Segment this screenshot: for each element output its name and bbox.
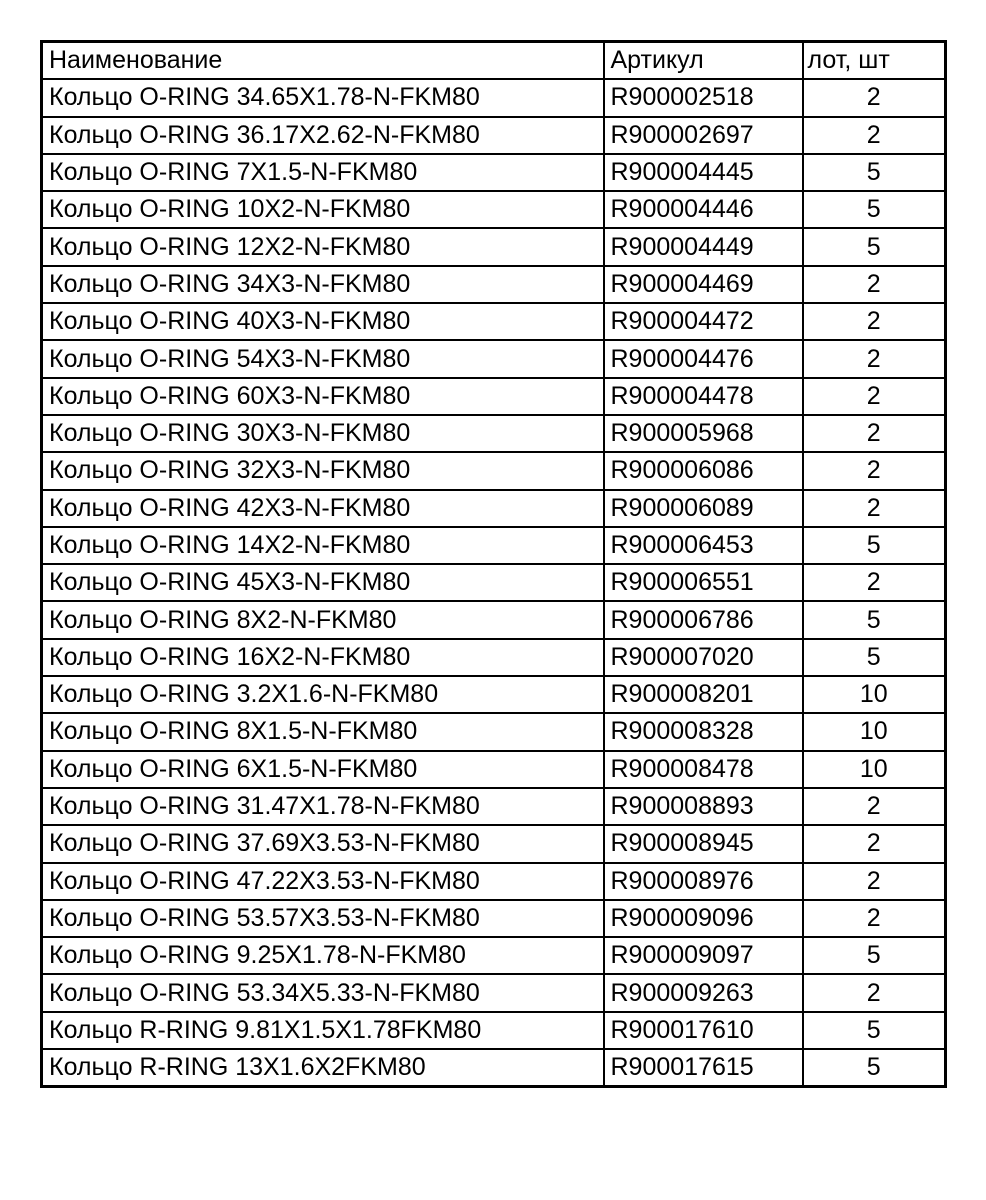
cell-article: R900002518 bbox=[604, 79, 803, 116]
table-row bbox=[42, 900, 946, 937]
table-row bbox=[42, 564, 946, 601]
table-row bbox=[42, 974, 946, 1011]
cell-name: Кольцо O-RING 54X3-N-FKM80 bbox=[42, 340, 604, 377]
cell-qty: 2 bbox=[803, 788, 946, 825]
cell-qty: 2 bbox=[803, 79, 946, 116]
cell-article: R900002697 bbox=[604, 117, 803, 154]
cell-name: Кольцо O-RING 40X3-N-FKM80 bbox=[42, 303, 604, 340]
cell-article: R900004476 bbox=[604, 340, 803, 377]
cell-article: R900009096 bbox=[604, 900, 803, 937]
cell-qty: 2 bbox=[803, 974, 946, 1011]
cell-qty: 2 bbox=[803, 266, 946, 303]
table-row bbox=[42, 117, 946, 154]
cell-qty: 5 bbox=[803, 228, 946, 265]
table-row bbox=[42, 266, 946, 303]
cell-name: Кольцо O-RING 45X3-N-FKM80 bbox=[42, 564, 604, 601]
table-body bbox=[42, 79, 946, 1087]
cell-qty: 5 bbox=[803, 154, 946, 191]
cell-qty: 2 bbox=[803, 415, 946, 452]
header-name: Наименование bbox=[42, 42, 604, 80]
table-row bbox=[42, 937, 946, 974]
cell-name: Кольцо O-RING 36.17X2.62-N-FKM80 bbox=[42, 117, 604, 154]
cell-article: R900004446 bbox=[604, 191, 803, 228]
cell-qty: 10 bbox=[803, 751, 946, 788]
cell-name: Кольцо O-RING 30X3-N-FKM80 bbox=[42, 415, 604, 452]
cell-name: Кольцо O-RING 31.47X1.78-N-FKM80 bbox=[42, 788, 604, 825]
cell-name: Кольцо O-RING 8X2-N-FKM80 bbox=[42, 601, 604, 638]
cell-article: R900017610 bbox=[604, 1012, 803, 1049]
cell-name: Кольцо O-RING 8X1.5-N-FKM80 bbox=[42, 713, 604, 750]
cell-article: R900004478 bbox=[604, 378, 803, 415]
cell-qty: 5 bbox=[803, 191, 946, 228]
cell-name: Кольцо O-RING 9.25X1.78-N-FKM80 bbox=[42, 937, 604, 974]
table-row bbox=[42, 1049, 946, 1087]
cell-qty: 5 bbox=[803, 937, 946, 974]
cell-qty: 5 bbox=[803, 527, 946, 564]
header-row bbox=[42, 42, 946, 80]
cell-name: Кольцо O-RING 10X2-N-FKM80 bbox=[42, 191, 604, 228]
cell-article: R900008976 bbox=[604, 863, 803, 900]
cell-qty: 10 bbox=[803, 676, 946, 713]
header-qty: лот, шт bbox=[803, 42, 946, 80]
table-row bbox=[42, 751, 946, 788]
header-article: Артикул bbox=[604, 42, 803, 80]
cell-name: Кольцо R-RING 9.81X1.5X1.78FKM80 bbox=[42, 1012, 604, 1049]
cell-article: R900007020 bbox=[604, 639, 803, 676]
cell-qty: 2 bbox=[803, 490, 946, 527]
cell-qty: 2 bbox=[803, 340, 946, 377]
cell-article: R900004449 bbox=[604, 228, 803, 265]
table-row bbox=[42, 378, 946, 415]
cell-qty: 2 bbox=[803, 825, 946, 862]
cell-name: Кольцо O-RING 47.22X3.53-N-FKM80 bbox=[42, 863, 604, 900]
cell-qty: 2 bbox=[803, 564, 946, 601]
cell-name: Кольцо O-RING 53.57X3.53-N-FKM80 bbox=[42, 900, 604, 937]
cell-article: R900005968 bbox=[604, 415, 803, 452]
cell-name: Кольцо O-RING 6X1.5-N-FKM80 bbox=[42, 751, 604, 788]
table-row bbox=[42, 1012, 946, 1049]
cell-article: R900006089 bbox=[604, 490, 803, 527]
table-row bbox=[42, 527, 946, 564]
table-row bbox=[42, 452, 946, 489]
cell-qty: 2 bbox=[803, 863, 946, 900]
cell-qty: 5 bbox=[803, 1049, 946, 1087]
cell-article: R900009263 bbox=[604, 974, 803, 1011]
cell-article: R900008945 bbox=[604, 825, 803, 862]
cell-article: R900004469 bbox=[604, 266, 803, 303]
cell-article: R900008201 bbox=[604, 676, 803, 713]
cell-article: R900006086 bbox=[604, 452, 803, 489]
cell-article: R900006786 bbox=[604, 601, 803, 638]
cell-article: R900009097 bbox=[604, 937, 803, 974]
cell-article: R900017615 bbox=[604, 1049, 803, 1087]
table-row bbox=[42, 303, 946, 340]
cell-qty: 2 bbox=[803, 303, 946, 340]
table-row bbox=[42, 154, 946, 191]
table-row bbox=[42, 601, 946, 638]
cell-article: R900004472 bbox=[604, 303, 803, 340]
table-row bbox=[42, 340, 946, 377]
table-row bbox=[42, 415, 946, 452]
table-row bbox=[42, 490, 946, 527]
cell-article: R900008893 bbox=[604, 788, 803, 825]
cell-qty: 2 bbox=[803, 452, 946, 489]
table-row bbox=[42, 825, 946, 862]
cell-name: Кольцо O-RING 34X3-N-FKM80 bbox=[42, 266, 604, 303]
cell-name: Кольцо O-RING 53.34X5.33-N-FKM80 bbox=[42, 974, 604, 1011]
cell-name: Кольцо O-RING 34.65X1.78-N-FKM80 bbox=[42, 79, 604, 116]
cell-name: Кольцо R-RING 13X1.6X2FKM80 bbox=[42, 1049, 604, 1087]
parts-table-container bbox=[40, 40, 947, 1088]
cell-name: Кольцо O-RING 42X3-N-FKM80 bbox=[42, 490, 604, 527]
cell-name: Кольцо O-RING 3.2X1.6-N-FKM80 bbox=[42, 676, 604, 713]
table-row bbox=[42, 639, 946, 676]
cell-name: Кольцо O-RING 12X2-N-FKM80 bbox=[42, 228, 604, 265]
cell-name: Кольцо O-RING 60X3-N-FKM80 bbox=[42, 378, 604, 415]
table-row bbox=[42, 788, 946, 825]
table-row bbox=[42, 79, 946, 116]
cell-qty: 2 bbox=[803, 900, 946, 937]
table-row bbox=[42, 676, 946, 713]
cell-qty: 2 bbox=[803, 378, 946, 415]
cell-qty: 2 bbox=[803, 117, 946, 154]
cell-name: Кольцо O-RING 37.69X3.53-N-FKM80 bbox=[42, 825, 604, 862]
cell-article: R900008328 bbox=[604, 713, 803, 750]
cell-qty: 5 bbox=[803, 639, 946, 676]
cell-article: R900006551 bbox=[604, 564, 803, 601]
cell-name: Кольцо O-RING 32X3-N-FKM80 bbox=[42, 452, 604, 489]
cell-article: R900008478 bbox=[604, 751, 803, 788]
cell-name: Кольцо O-RING 16X2-N-FKM80 bbox=[42, 639, 604, 676]
cell-name: Кольцо O-RING 14X2-N-FKM80 bbox=[42, 527, 604, 564]
cell-qty: 10 bbox=[803, 713, 946, 750]
parts-table bbox=[40, 40, 947, 1088]
cell-qty: 5 bbox=[803, 601, 946, 638]
cell-article: R900004445 bbox=[604, 154, 803, 191]
table-row bbox=[42, 713, 946, 750]
table-row bbox=[42, 863, 946, 900]
table-row bbox=[42, 228, 946, 265]
cell-qty: 5 bbox=[803, 1012, 946, 1049]
table-row bbox=[42, 191, 946, 228]
cell-name: Кольцо O-RING 7X1.5-N-FKM80 bbox=[42, 154, 604, 191]
cell-article: R900006453 bbox=[604, 527, 803, 564]
